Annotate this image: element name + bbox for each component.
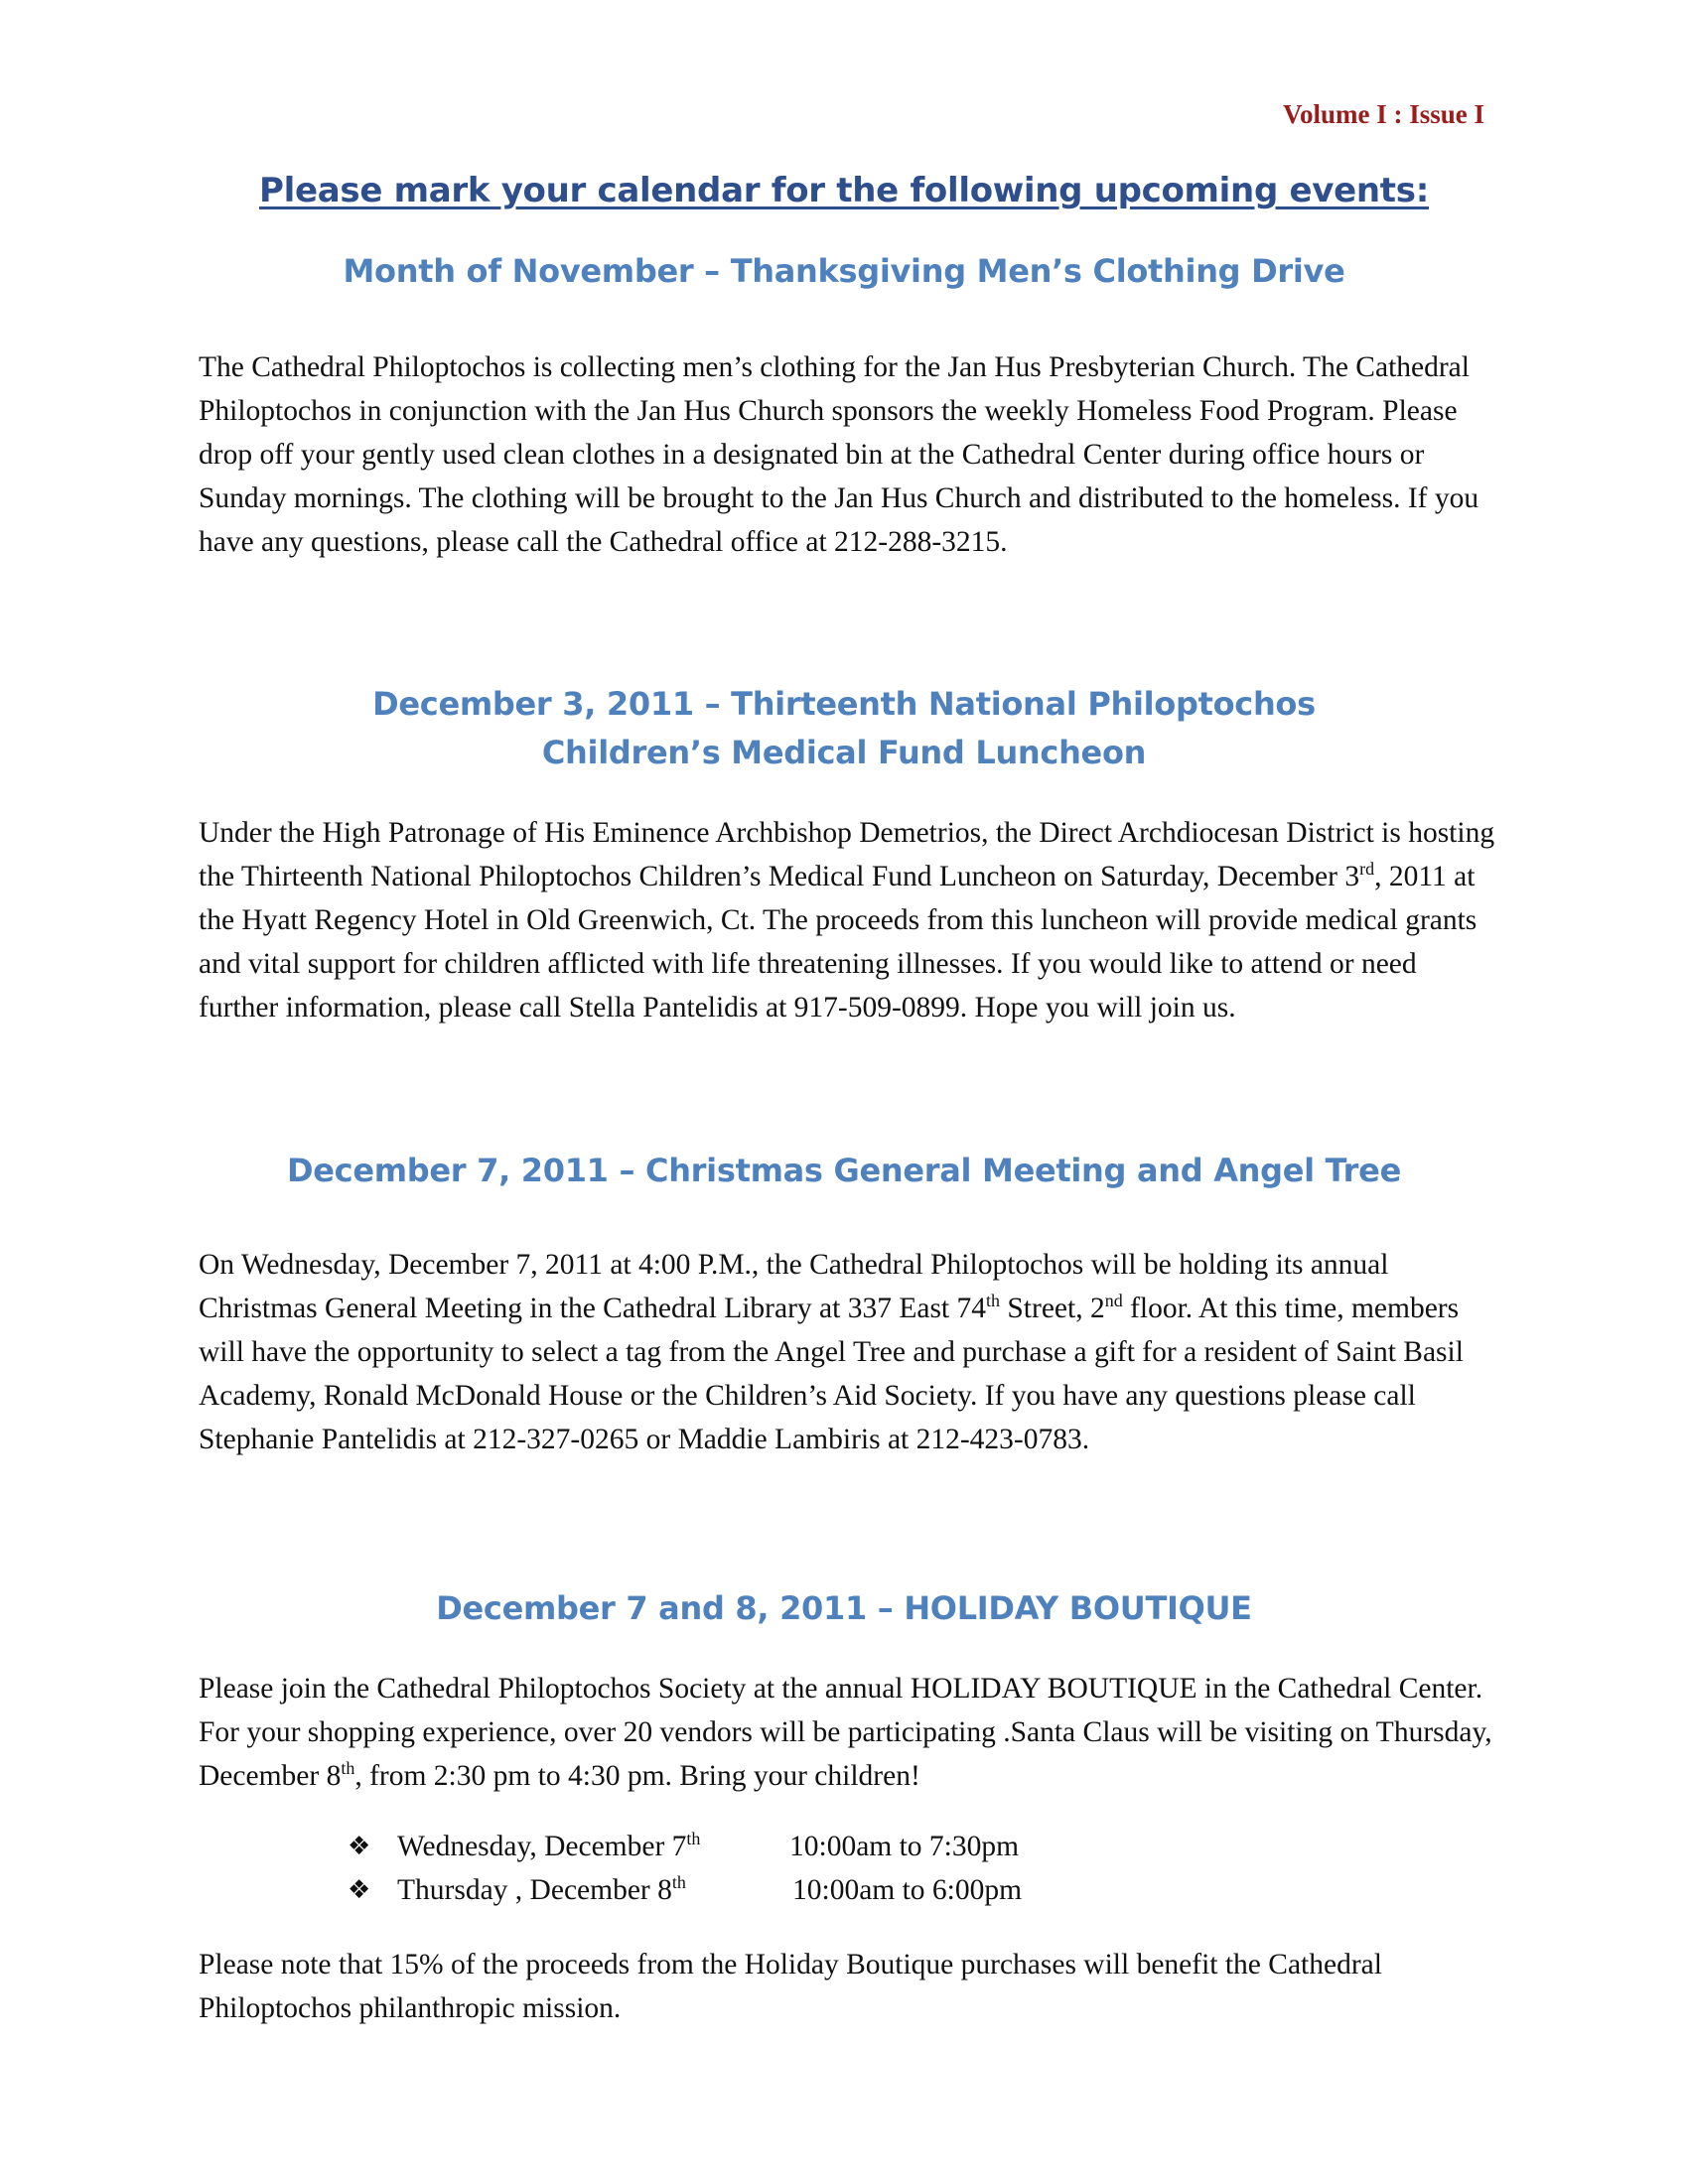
schedule-item	[348, 1868, 1241, 1912]
luncheon-body-sup1: rd	[1359, 859, 1375, 880]
boutique-body-part2: , from 2:30 pm to 4:30 pm. Bring your children!	[354, 1760, 920, 1792]
schedule-day	[397, 1825, 700, 1868]
schedule-day-sup: th	[686, 1829, 701, 1849]
boutique-body-sup1: th	[341, 1758, 355, 1779]
luncheon-body-part2: , 2011 at the Hyatt Regency Hotel in Old Greenwich, Ct. The proceeds from this luncheon will provide medical grants and vital support for children afflicted with life threatening illnesses. If you would like to attend or need further information, please call Stella Pantelidis at 917-509-0899. Hope you will join us.	[199, 861, 1477, 1024]
diamond-bullet-icon: ❖	[348, 1832, 371, 1861]
schedule-day-text: Wednesday, December 7	[397, 1831, 687, 1862]
volume-issue-label: Volume I : Issue I	[1282, 99, 1484, 129]
event-body-general-meeting	[199, 1243, 1499, 1461]
luncheon-body-part1: Under the High Patronage of His Eminence Archbishop Demetrios, the Direct Archdiocesan District is hosting the Thirteenth National Philoptochos Children’s Medical Fund Luncheon on Saturday, December 3	[199, 817, 1495, 892]
event-title-holiday-boutique: December 7 and 8, 2011 – HOLIDAY BOUTIQUE	[436, 1589, 1252, 1627]
diamond-bullet-icon: ❖	[348, 1875, 371, 1905]
schedule-day	[397, 1868, 686, 1912]
boutique-body-part1: Please join the Cathedral Philoptochos Society at the annual HOLIDAY BOUTIQUE in the Cathedral Center. For your shopping experience, over 20 vendors will be participating .Santa Claus will be visiting on Thursday, December 8	[199, 1673, 1492, 1792]
schedule-day-text: Thursday , December 8	[397, 1874, 672, 1906]
event-title-clothing-drive: Month of November – Thanksgiving Men’s Clothing Drive	[343, 252, 1345, 290]
meeting-body-sup2: nd	[1104, 1291, 1123, 1311]
meeting-body-part2: Street, 2	[1000, 1293, 1105, 1324]
event-body-clothing-drive: The Cathedral Philoptochos is collecting men’s clothing for the Jan Hus Presbyterian Church. The Cathedral Philoptochos in conjunction with the Jan Hus Church sponsors the weekly Homeless Food Program. Please drop off your gently used clean clothes in a designated bin at the Cathedral Center during office hours or Sunday mornings. The clothing will be brought to the Jan Hus Church and distributed to the homeless. If you have any questions, please call the Cathedral office at 212-288-3215.	[199, 351, 1479, 558]
schedule-day-sup: th	[671, 1872, 686, 1893]
schedule-item	[348, 1825, 1241, 1868]
event-title-luncheon-line1: December 3, 2011 – Thirteenth National Philoptochos	[372, 685, 1316, 723]
schedule-time: 10:00am to 7:30pm	[789, 1831, 1020, 1862]
event-title-luncheon	[0, 680, 1688, 777]
schedule-time: 10:00am to 6:00pm	[792, 1874, 1023, 1906]
event-title-luncheon-line2: Children’s Medical Fund Luncheon	[541, 734, 1147, 771]
event-body-holiday-boutique	[199, 1667, 1499, 1798]
page-title: Please mark your calendar for the following upcoming events:	[259, 171, 1429, 210]
meeting-body-sup1: th	[986, 1291, 1001, 1311]
boutique-schedule-list	[348, 1825, 1241, 1912]
event-title-general-meeting: December 7, 2011 – Christmas General Meeting and Angel Tree	[287, 1152, 1401, 1189]
boutique-proceeds-note: Please note that 15% of the proceeds from the Holiday Boutique purchases will benefit the Cathedral Philoptochos philanthropic mission.	[199, 1949, 1382, 2024]
event-body-luncheon	[199, 811, 1499, 1029]
meeting-body-part1: On Wednesday, December 7, 2011 at 4:00 P.M., the Cathedral Philoptochos will be holding its annual Christmas General Meeting in the Cathedral Library at 337 East 74	[199, 1249, 1389, 1324]
meeting-body-part3: floor. At this time, members will have the opportunity to select a tag from the Angel Tree and purchase a gift for a resident of Saint Basil Academy, Ronald McDonald House or the Children’s Aid Society. If you have any questions please call Stephanie Pantelidis at 212-327-0265 or Maddie Lambiris at 212-423-0783.	[199, 1293, 1464, 1455]
